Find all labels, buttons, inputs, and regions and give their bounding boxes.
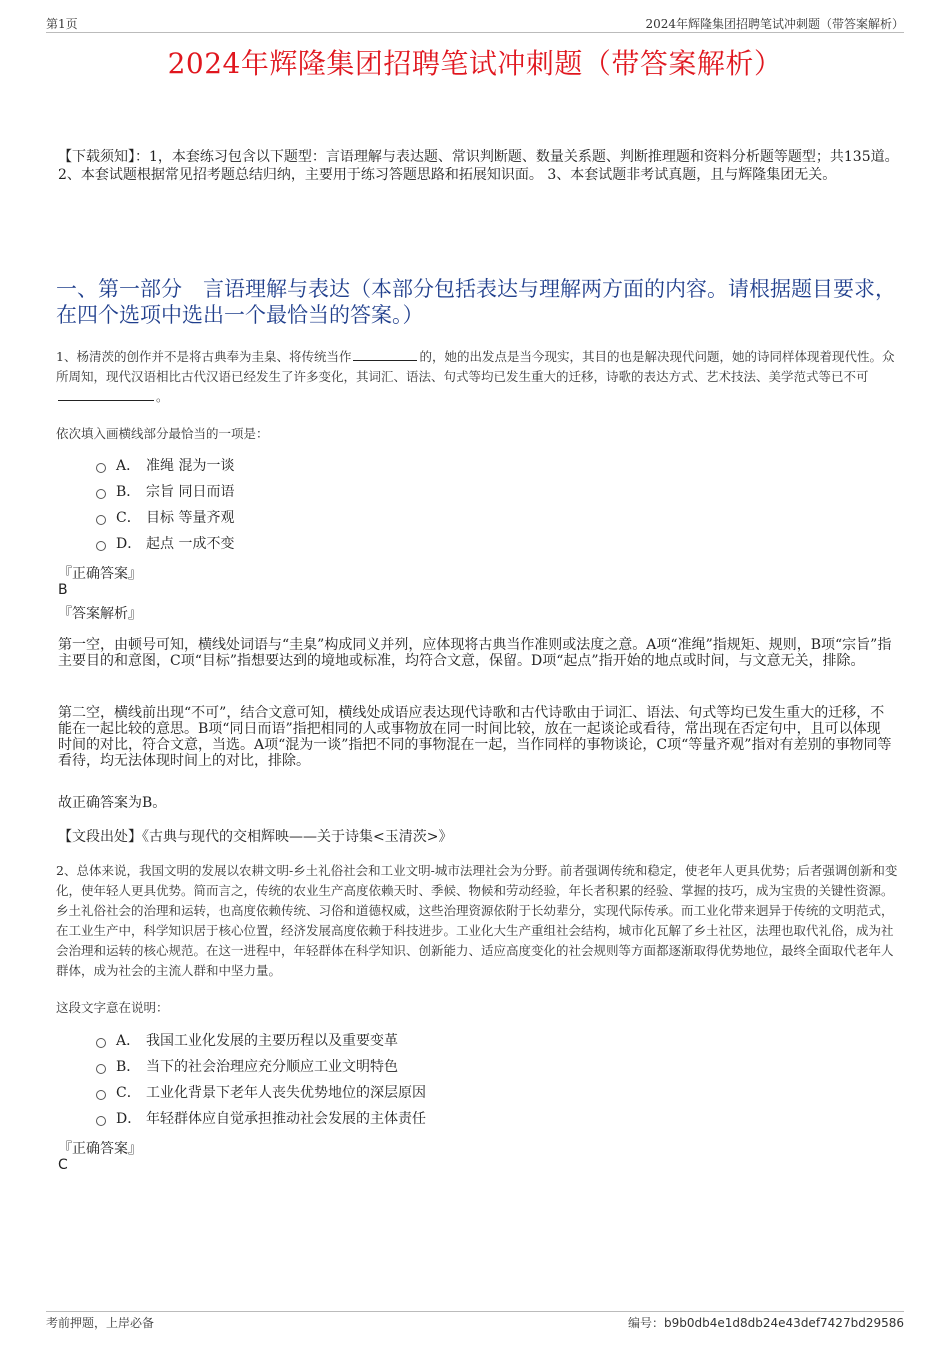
download-notice: 【下载须知】：1，本套练习包含以下题型：言语理解与表达题、常识判断题、数量关系题、判断推理题和资料分析题等题型；共135道。 2、本套试题根据常见招考题总结归纳，主要用于练习答题思路和拓展知识面。 3、本套试题非考试真题，且与辉隆集团无关。 — [58, 149, 899, 183]
analysis-conclusion: 故正确答案为B。 — [58, 795, 167, 811]
radio-icon[interactable] — [96, 489, 106, 499]
question-2-stem: 2、总体来说，我国文明的发展以农耕文明-乡土礼俗社会和工业文明-城市法理社会为分野。前者强调传统和稳定，使老年人更具优势；后者强调创新和变化，使年轻人更具优势。简而言之，传统的农业生产高度依赖天时、季候、物候和劳动经验，年长者积累的经验、掌握的技巧，成为宝贵的关键性资源。乡土礼俗社会的治理和运转，也高度依赖传统、习俗和道德权威，这些治理资源依附于长幼辈分，实现代际传承。而工业化带来迥异于传统的文明范式，在工业生产中，科学知识居于核心位置，经济发展高度依赖于科技进步。工业化大生产重组社会结构，城市化瓦解了乡土社区，法理也取代礼俗，成为社会治理和运转的核心规范。在这一进程中，年轻群体在科学知识、创新能力、适应高度变化的社会规则等方面都逐渐取得优势地位，最终全面取代老年人群体，成为社会的主流人群和中坚力量。 — [56, 863, 898, 978]
footer-code: 编号：b9b0db4e1d8db24e43def7427bd29586 — [628, 1316, 904, 1330]
option-c[interactable]: C． 目标 等量齐观 — [96, 505, 234, 531]
question-1-stem: 1、杨清茨的创作并不是将古典奉为圭臬、将传统当作 的，她的出发点是当今现实，其目的也是解决现代问题，她的诗同样体现着现代性。众所周知，现代汉语相比古代汉语已经发生了许多变化，其词汇、语法、句式等均已发生重大的迁移，诗歌的表达方式、艺术技法、美学范式等已不可。 — [56, 349, 895, 404]
option-b[interactable]: B． 当下的社会治理应充分顺应工业文明特色 — [96, 1054, 426, 1080]
answer-value: B — [58, 582, 68, 598]
radio-icon[interactable] — [96, 541, 106, 551]
option-a[interactable]: A． 准绳 混为一谈 — [96, 453, 234, 479]
analysis-paragraph-2: 第二空，横线前出现“不可”，结合文意可知，横线处成语应表达现代诗歌和古代诗歌由于词汇、语法、句式等均已发生重大的迁移，不能在一起比较的意思。B项“同日而语”指把相同的人或事物放在同一时间比较，放在一起谈论或看待，常出现在否定句中，且可以体现时间的对比，符合文意，当选。A项“混为一谈”指把不同的事物混在一起，当作同样的事物谈论，C项“等量齐观”指对有差别的事物同等看待，均无法体现时间上的对比，排除。 — [58, 705, 892, 769]
option-b[interactable]: B． 宗旨 同日而语 — [96, 479, 234, 505]
radio-icon[interactable] — [96, 1064, 106, 1074]
analysis-label: 『答案解析』 — [58, 606, 142, 622]
header-doc-title: 2024年辉隆集团招聘笔试冲刺题（带答案解析） — [645, 17, 904, 31]
answer-value: C — [58, 1157, 68, 1173]
option-a[interactable]: A． 我国工业化发展的主要历程以及重要变革 — [96, 1028, 426, 1054]
passage-source: 【文段出处】《古典与现代的交相辉映——关于诗集<玉清茨>》 — [58, 829, 453, 845]
page-title: 2024年辉隆集团招聘笔试冲刺题（带答案解析） — [167, 47, 783, 80]
footer-slogan: 考前押题，上岸必备 — [46, 1316, 155, 1330]
radio-icon[interactable] — [96, 1090, 106, 1100]
answer-label: 『正确答案』 — [58, 566, 142, 582]
option-c[interactable]: C． 工业化背景下老年人丧失优势地位的深层原因 — [96, 1080, 426, 1106]
page-number: 第1页 — [46, 17, 78, 31]
footer-divider — [46, 1311, 904, 1312]
fill-blank-1 — [353, 347, 417, 361]
option-d[interactable]: D． 起点 一成不变 — [96, 531, 234, 557]
radio-icon[interactable] — [96, 1038, 106, 1048]
radio-icon[interactable] — [96, 1116, 106, 1126]
option-d[interactable]: D． 年轻群体应自觉承担推动社会发展的主体责任 — [96, 1106, 426, 1132]
radio-icon[interactable] — [96, 463, 106, 473]
question-2-prompt: 这段文字意在说明： — [56, 1000, 169, 1015]
section-heading: 一、第一部分 言语理解与表达（本部分包括表达与理解两方面的内容。请根据题目要求，在四个选项中选出一个最恰当的答案。） — [56, 277, 896, 327]
question-2-options — [96, 1028, 426, 1132]
page-header — [46, 14, 904, 33]
question-1-prompt: 依次填入画横线部分最恰当的一项是： — [56, 426, 269, 441]
fill-blank-2 — [58, 387, 154, 401]
answer-label: 『正确答案』 — [58, 1141, 142, 1157]
analysis-paragraph-1: 第一空，由顿号可知，横线处词语与“圭臬”构成同义并列，应体现将古典当作准则或法度之意。A项“准绳”指规矩、规则，B项“宗旨”指主要目的和意图，C项“目标”指想要达到的境地或标准，均符合文意，保留。D项“起点”指开始的地点或时间，与文意无关，排除。 — [58, 637, 892, 669]
question-1-options — [96, 453, 234, 557]
radio-icon[interactable] — [96, 515, 106, 525]
